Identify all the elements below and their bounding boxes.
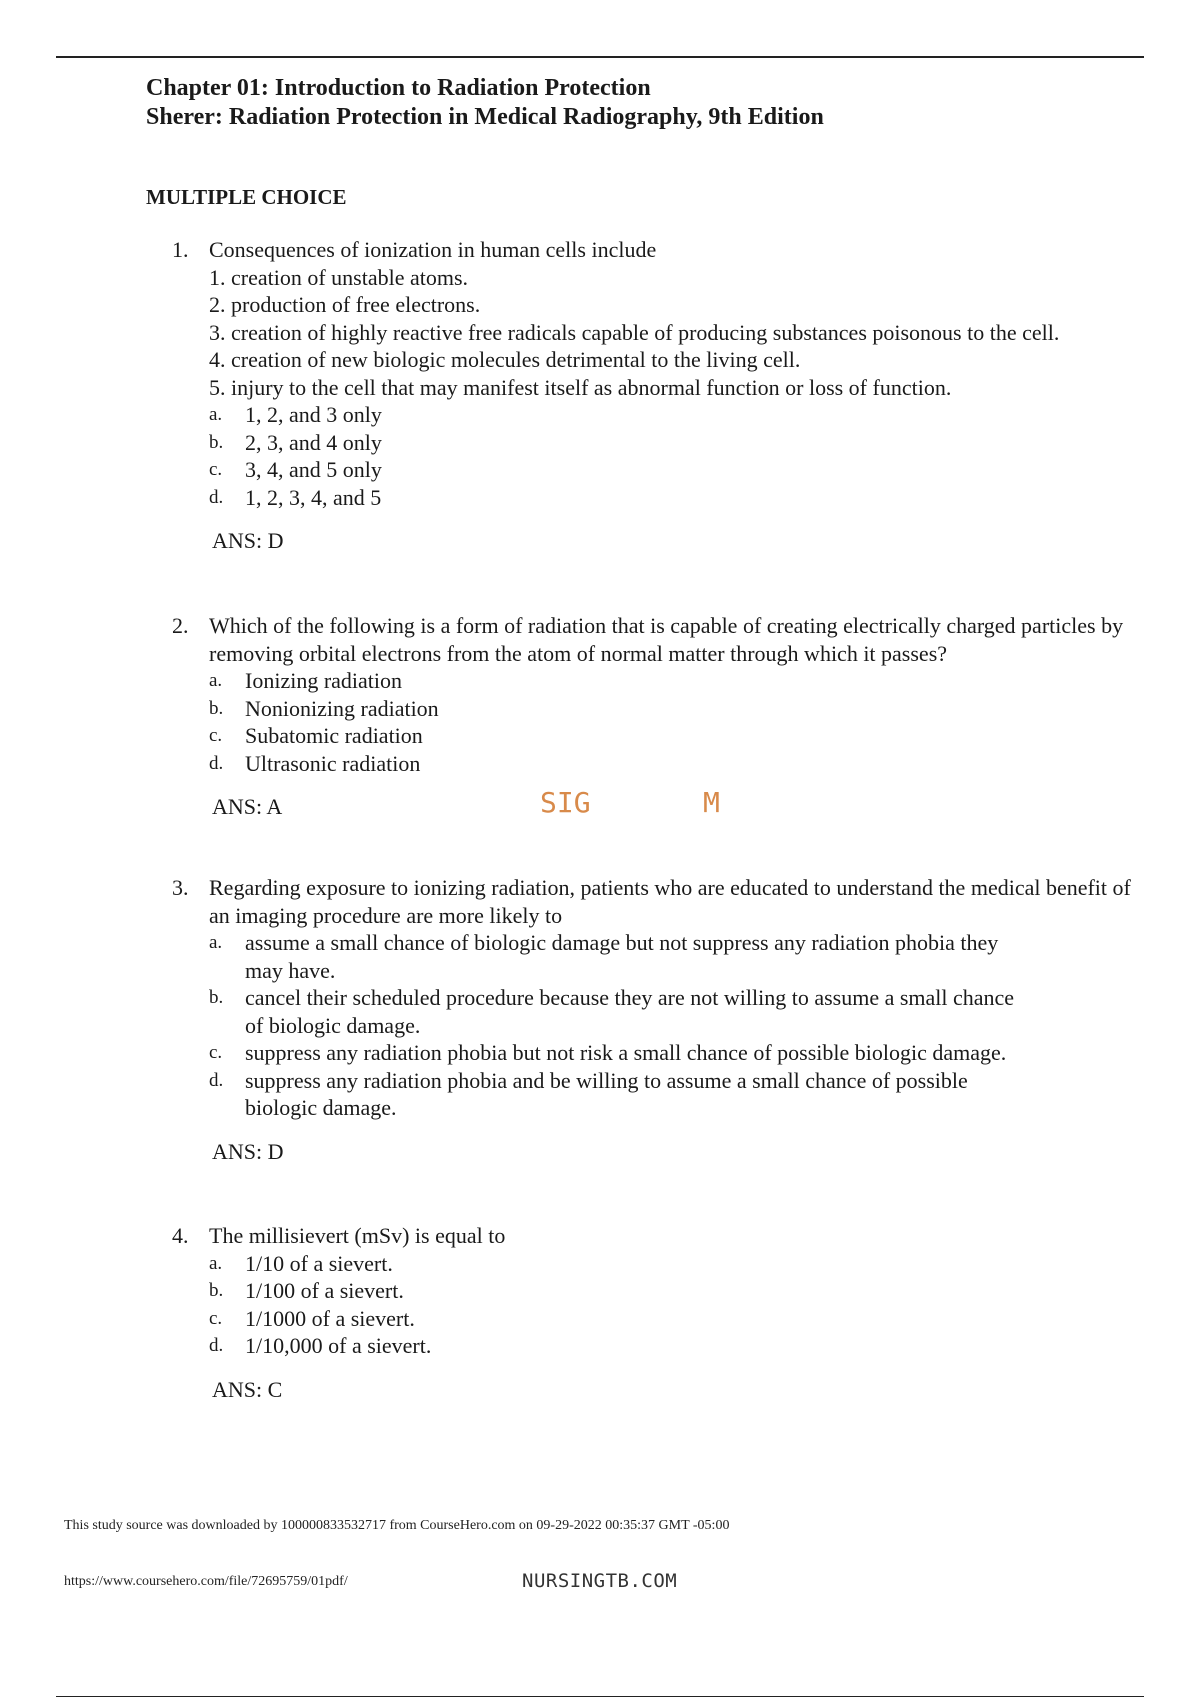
option-c: c. Subatomic radiation [209,723,423,748]
option-a: a. assume a small chance of biologic damage but not suppress any radiation phobia they may have. [209,930,999,983]
option-b: b. 2, 3, and 4 only [209,429,382,455]
option-b: b. 1/100 of a sievert. [209,1278,404,1303]
question-2 [172,612,1132,821]
option-c: c. suppress any radiation phobia but not risk a small chance of possible biologic damage. [209,1040,1007,1065]
statement: 1. creation of unstable atoms. [209,264,469,290]
question-number: 4. [172,1223,189,1248]
option-d: d. 1/10,000 of a sievert. [209,1333,432,1358]
answer: ANS: A [212,794,283,819]
statement: 3. creation of highly reactive free radicals capable of producing substances poisonous to the cell. [209,319,1060,345]
option-a: a. Ionizing radiation [209,668,403,693]
statement: 4. creation of new biologic molecules detrimental to the living cell. [209,347,801,372]
answer: ANS: D [212,528,284,553]
question-text: Consequences of ionization in human cells include [209,237,657,262]
option-a: a. 1, 2, and 3 only [209,402,382,427]
watermark-stamp-left: SIG [540,786,591,819]
option-d: d. suppress any radiation phobia and be willing to assume a small chance of possible biologic damage. [209,1067,968,1120]
question-text: The millisievert (mSv) is equal to [209,1223,506,1248]
document-header [146,74,824,132]
option-c: c. 3, 4, and 5 only [209,457,382,482]
question-number: 3. [172,875,189,900]
statement: 5. injury to the cell that may manifest itself as abnormal function or loss of function. [209,374,952,400]
bottom-rule [56,1696,1144,1697]
option-a: a. 1/10 of a sievert. [209,1250,393,1276]
question-3 [172,874,1132,1165]
option-d: d. Ultrasonic radiation [209,750,421,776]
top-rule [56,56,1144,58]
option-c: c. 1/1000 of a sievert. [209,1305,415,1331]
source-url[interactable]: https://www.coursehero.com/file/72695759/01pdf/ [64,1574,348,1589]
answer: ANS: C [212,1376,283,1402]
question-1 [172,236,1132,555]
option-b: b. cancel their scheduled procedure because they are not willing to assume a small chance of biologic damage. [209,985,1015,1038]
question-number: 1. [172,237,189,262]
chapter-title: Chapter 01: Introduction to Radiation Protection [146,75,651,101]
site-watermark: NURSINGTB.COM [522,1570,678,1592]
section-title: MULTIPLE CHOICE [146,185,347,209]
statement: 2. production of free electrons. [209,292,481,317]
watermark-stamp-right: M [703,786,720,819]
book-title: Sherer: Radiation Protection in Medical Radiography, 9th Edition [146,104,824,130]
question-text: Regarding exposure to ionizing radiation, patients who are educated to understand the medical benefit of an imaging procedure are more likely to [209,875,1131,928]
answer: ANS: D [212,1138,284,1164]
option-d: d. 1, 2, 3, 4, and 5 [209,484,382,510]
question-4 [172,1222,1132,1403]
question-number: 2. [172,613,189,638]
option-b: b. Nonionizing radiation [209,695,439,721]
download-notice: This study source was downloaded by 100000833532717 from CourseHero.com on 09-29-2022 00:35:37 GMT -05:00 [64,1518,730,1533]
question-text: Which of the following is a form of radiation that is capable of creating electrically charged particles by removing orbital electrons from the atom of normal matter through which it passes? [209,613,1124,666]
